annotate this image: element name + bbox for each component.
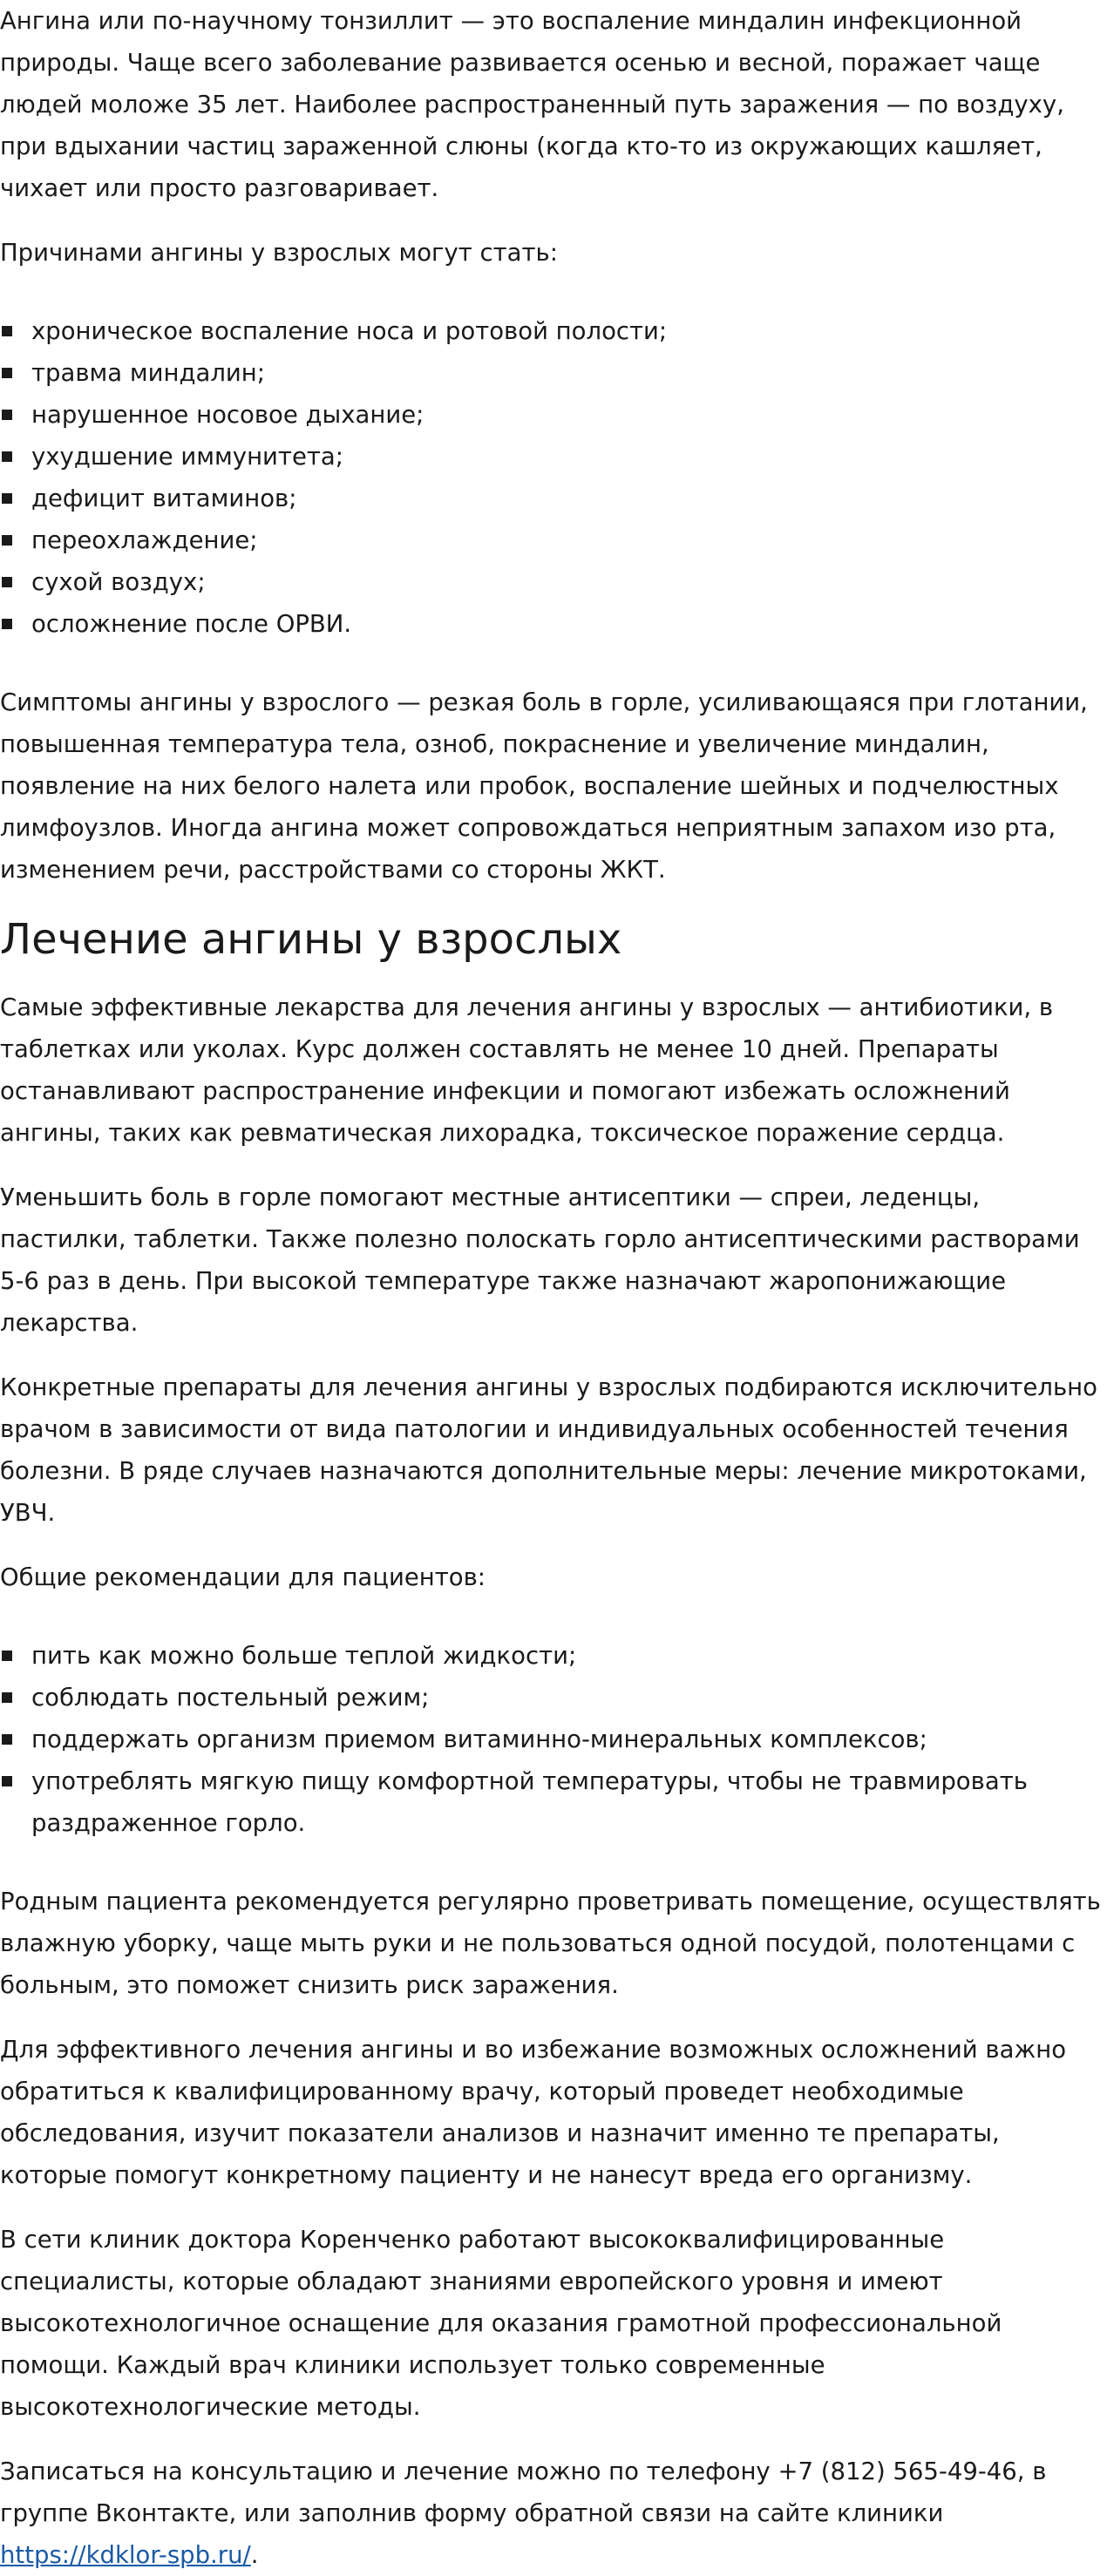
causes-list: [0, 310, 1107, 645]
symptoms-paragraph: Симптомы ангины у взрослого — резкая боль в горле, усиливающаяся при глотании, повышенная температура тела, озноб, покраснение и увеличение миндалин, появление на них белого налета или пробок, воспаление шейных и подчелюстных лимфоузлов. Иногда ангина может сопровождаться неприятным запахом изо рта, изменением речи, расстройствами со стороны ЖКТ.: [0, 688, 1088, 884]
clinic-website-link[interactable]: https://kdklor-spb.ru/: [0, 2541, 251, 2569]
treatment-paragraph-2: Уменьшить боль в горле помогают местные антисептики — спреи, леденцы, пастилки, таблетки. Также полезно полоскать горло антисептическими растворами 5-6 раз в день. При высокой температуре также назначают жаропонижающие лекарства.: [0, 1183, 1080, 1337]
recommendations-intro: Общие рекомендации для пациентов:: [0, 1563, 486, 1591]
list-item: травма миндалин;: [0, 352, 1107, 394]
contact-suffix: .: [250, 2541, 259, 2569]
list-item: переохлаждение;: [0, 519, 1107, 561]
treatment-paragraph-1: Самые эффективные лекарства для лечения ангины у взрослых — антибиотики, в таблетках или уколах. Курс должен составлять не менее 10 дней. Препараты останавливают распространение инфекции и помогают избежать осложнений ангины, таких как ревматическая лихорадка, токсическое поражение сердца.: [0, 993, 1054, 1147]
doctor-paragraph: Для эффективного лечения ангины и во избежание возможных осложнений важно обратиться к квалифицированному врачу, который проведет необходимые обследования, изучит показатели анализов и назначит именно те препараты, которые помогут конкретному пациенту и не нанесут вреда его организму.: [0, 2036, 1067, 2189]
list-item: пить как можно больше теплой жидкости;: [0, 1635, 1107, 1677]
list-item: поддержать организм приемом витаминно-минеральных комплексов;: [0, 1718, 1107, 1760]
clinic-paragraph: В сети клиник доктора Коренченко работают высококвалифицированные специалисты, которые обладают знаниями европейского уровня и имеют высокотехнологичное оснащение для оказания грамотной профессиональной помощи. Каждый врач клиники использует только современные высокотехнологические методы.: [0, 2226, 1002, 2421]
contact-paragraph: [0, 2451, 1107, 2576]
list-item: дефицит витаминов;: [0, 478, 1107, 519]
intro-paragraph: Ангина или по-научному тонзиллит — это воспаление миндалин инфекционной природы. Чаще всего заболевание развивается осенью и весной, поражает чаще людей моложе 35 лет. Наиболее распространенный путь заражения — по воздуху, при вдыхании частиц зараженной слюны (когда кто-то из окружающих кашляет, чихает или просто разговаривает.: [0, 7, 1064, 202]
list-item: ухудшение иммунитета;: [0, 436, 1107, 478]
list-item: сухой воздух;: [0, 561, 1107, 603]
relatives-paragraph: Родным пациента рекомендуется регулярно проветривать помещение, осуществлять влажную уборку, чаще мыть руки и не пользоваться одной посудой, полотенцами с больным, это поможет снизить риск заражения.: [0, 1888, 1101, 1999]
list-item: хроническое воспаление носа и ротовой полости;: [0, 310, 1107, 352]
list-item: нарушенное носовое дыхание;: [0, 394, 1107, 436]
treatment-paragraph-3: Конкретные препараты для лечения ангины у взрослых подбираются исключительно врачом в зависимости от вида патологии и индивидуальных особенностей течения болезни. В ряде случаев назначаются дополнительные меры: лечение микротоками, УВЧ.: [0, 1373, 1097, 1527]
causes-intro: Причинами ангины у взрослых могут стать:: [0, 239, 558, 267]
contact-text: Записаться на консультацию и лечение можно по телефону +7 (812) 565-49-46, в группе Вконтакте, или заполнив форму обратной связи на сайте клиники: [0, 2457, 1047, 2527]
list-item: употреблять мягкую пищу комфортной температуры, чтобы не травмировать раздраженное горло.: [0, 1760, 1107, 1844]
list-item: осложнение после ОРВИ.: [0, 603, 1107, 645]
recommendations-list: [0, 1635, 1107, 1844]
section-heading: Лечение ангины у взрослых: [0, 915, 622, 964]
list-item: соблюдать постельный режим;: [0, 1677, 1107, 1718]
